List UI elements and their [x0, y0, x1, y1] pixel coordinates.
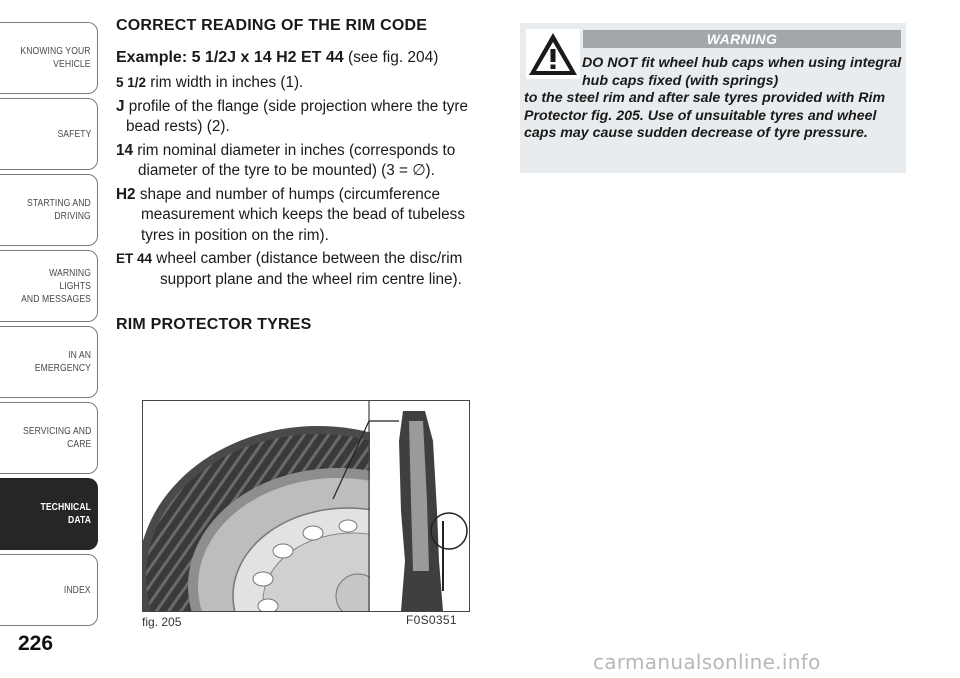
warning-text: [524, 55, 902, 143]
warning-box: [520, 23, 906, 173]
definition-item: [116, 97, 501, 138]
tab-label: STARTING AND DRIVING: [27, 197, 91, 222]
tab-label: TECHNICAL DATA: [40, 501, 91, 526]
rim-code-section: [116, 17, 501, 293]
definition-item: [116, 73, 501, 94]
definition-text: rim nominal diameter in inches (corresponds to diameter of the tyre to be mounted) (3 = ∅).: [137, 141, 456, 179]
warning-title: WARNING: [583, 30, 901, 48]
tab-label: IN AN EMERGENCY: [34, 349, 91, 374]
definition-term: 14: [116, 141, 134, 159]
rim-protector-heading: RIM PROTECTOR TYRES: [116, 316, 312, 333]
example-label: Example: 5 1/2J x 14 H2 ET 44: [116, 49, 344, 66]
tab-technical-data[interactable]: [0, 478, 98, 550]
figure-caption: fig. 205: [142, 615, 182, 629]
page-number: 226: [18, 632, 54, 655]
definition-item: [116, 185, 501, 247]
definition-term: H2: [116, 185, 136, 203]
definition-text: shape and number of humps (circumference measurement which keeps the bead of tubeless tyres in position on the rim).: [139, 185, 465, 244]
tyre-drawing: [143, 401, 469, 611]
tab-label: SERVICING AND CARE: [22, 425, 91, 450]
definition-term: ET 44: [116, 251, 153, 266]
figure-code: F0S0351: [406, 613, 457, 627]
section-heading: CORRECT READING OF THE RIM CODE: [116, 17, 428, 34]
tab-label: SAFETY: [57, 127, 91, 140]
tab-label: KNOWING YOUR VEHICLE: [20, 45, 91, 70]
warning-lead: DO NOT fit wheel hub caps when using integral hub caps fixed (with springs): [582, 55, 902, 89]
tab-starting-and-driving[interactable]: [0, 174, 98, 246]
tab-label: WARNING LIGHTS AND MESSAGES: [21, 266, 91, 305]
tab-knowing-your-vehicle[interactable]: [0, 22, 98, 94]
definition-item: [116, 141, 500, 182]
definition-text: wheel camber (distance between the disc/rim support plane and the wheel rim centre line).: [156, 250, 463, 288]
watermark-text: carmanualsonline.info: [593, 650, 821, 674]
definition-list: [116, 73, 501, 290]
definition-item: [116, 249, 500, 290]
tyre-illustration: [142, 400, 470, 612]
definition-text: rim width in inches (1).: [150, 74, 304, 91]
definition-term: 5 1/2: [116, 75, 147, 90]
definition-term: J: [116, 97, 125, 115]
tab-safety[interactable]: [0, 98, 98, 170]
warning-body: to the steel rim and after sale tyres provided with Rim Protector fig. 205. Use of unsuitable tyres and wheel caps may cause sudden decrease of tyre pressure.: [524, 90, 886, 142]
tab-warning-lights[interactable]: [0, 250, 98, 322]
definition-text: profile of the flange (side projection where the tyre bead rests) (2).: [126, 97, 469, 135]
example-line: [116, 49, 501, 67]
tab-label: INDEX: [64, 583, 91, 596]
tab-index[interactable]: [0, 554, 98, 626]
tab-in-an-emergency[interactable]: [0, 326, 98, 398]
example-ref: (see fig. 204): [343, 49, 439, 66]
tab-servicing-and-care[interactable]: [0, 402, 98, 474]
